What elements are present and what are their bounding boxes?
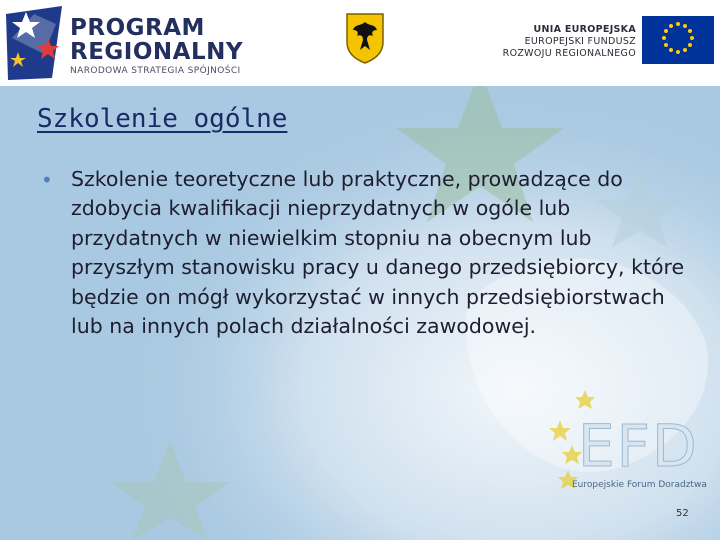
efd-caption: Europejskie Forum Doradztwa [572,480,707,490]
page-number: 52 [676,508,689,519]
eu-flag-icon [642,16,714,64]
slide-title: Szkolenie ogólne [37,104,288,134]
bullet-dot-icon: • [41,168,53,192]
efd-logo: EFD [578,412,699,480]
header-bar [0,0,720,86]
bullet-list [38,165,698,341]
eu-line1: UNIA EUROPEJSKA [533,24,636,35]
eu-text-block [503,24,636,60]
program-title-line1: PROGRAM [70,15,205,41]
coat-of-arms-icon [345,12,385,64]
program-title [70,16,243,64]
program-regionalny-logo [4,4,66,82]
eu-line2: EUROPEJSKI FUNDUSZ [524,36,636,47]
program-title-line2: REGIONALNY [70,39,244,65]
list-item [38,165,698,341]
bullet-text: Szkolenie teoretyczne lub praktyczne, prowadzące do zdobycia kwalifikacji nieprzydatnych w ogóle lub przydatnych w niewielkim stopniu na obecnym lub przyszłym stanowisku pracy u danego przedsiębiorcy, które będzie on mógł wykorzystać w innych przedsiębiorstwach lub na innych polach działalności zawodowej. [71,167,685,339]
eu-line3: ROZWOJU REGIONALNEGO [502,48,636,59]
program-subtitle: NARODOWA STRATEGIA SPÓJNOŚCI [70,66,241,76]
